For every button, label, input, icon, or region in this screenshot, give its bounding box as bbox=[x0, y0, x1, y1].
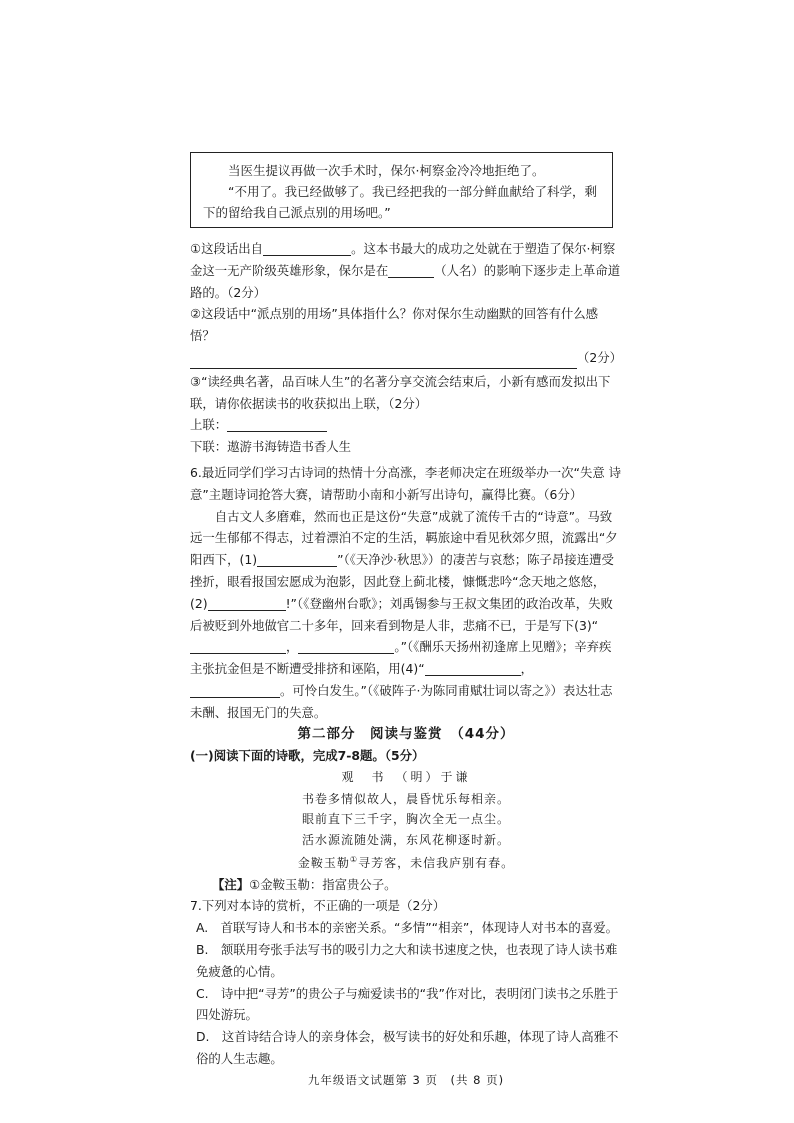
xia-lian: 下联：遨游书海铸造书香人生 bbox=[190, 439, 352, 455]
answer-blank-4b[interactable] bbox=[190, 683, 280, 698]
part2-subtitle: (一)阅读下面的诗歌，完成7-8题。（5分） bbox=[190, 748, 425, 764]
quote-line-2: “不用了。我已经做够了。我已经把我的一部分鲜血献给了科学，剩下的留给我自己派点别的用场吧。” bbox=[203, 184, 597, 220]
answer-blank-4a[interactable] bbox=[425, 661, 521, 676]
page-footer: 九年级语文试题第 3 页 (共 8 页) bbox=[307, 1072, 505, 1087]
note-marker: ① bbox=[349, 855, 359, 865]
poem-line: 书卷多情似故人，晨昏忧乐每相亲。 bbox=[301, 791, 510, 806]
answer-blank-shanglian[interactable] bbox=[227, 417, 327, 432]
answer-blank-person[interactable] bbox=[388, 263, 434, 278]
poem-title: 观 书 （明）于谦 bbox=[341, 770, 471, 785]
q5-part1: ①这段话出自 。这本书最大的成功之处就在于塑造了保尔·柯察金这一无产阶级英雄形象，保尔是在 （人名）的影响下逐步走上革命道路的。（2分） bbox=[190, 241, 621, 300]
poem-line: 金鞍玉勒①寻芳客，未信我庐别有春。 bbox=[297, 855, 515, 871]
answer-blank-book[interactable] bbox=[263, 241, 351, 256]
q7-option-a: A. 首联写诗人和书本的亲密关系。“多情”“相亲”，体现诗人对书本的喜爱。 bbox=[196, 920, 618, 936]
answer-line-2[interactable] bbox=[190, 354, 577, 369]
poem-note: 【注】①金鞍玉勒：指富贵公子。 bbox=[212, 876, 397, 892]
answer-blank-3a[interactable] bbox=[190, 639, 286, 654]
answer-blank-3b[interactable] bbox=[298, 639, 394, 654]
q5-part3: ③“读经典名著，品百味人生”的名著分享交流会结束后，小新有感而发拟出下联，请你依据读书的收获拟出上联，（2分） bbox=[190, 373, 611, 411]
q7-option-c: C. 诗中把“寻芳”的贵公子与痴爱读书的“我”作对比，表明闭门读书之乐胜于四处游玩。 bbox=[196, 985, 619, 1023]
q7-option-b: B. 颔联用夸张手法写书的吸引力之大和读书速度之快，也表现了诗人读书难免疲惫的心情。 bbox=[196, 942, 618, 979]
question-content bbox=[190, 238, 622, 1092]
poem bbox=[190, 767, 622, 874]
answer-blank-2[interactable] bbox=[208, 596, 286, 611]
quote-line-1: 当医生提议再做一次手术时，保尔·柯察金冷冷地拒绝了。 bbox=[228, 163, 545, 178]
q7-option-d: D. 这首诗结合诗人的亲身体会，极写读书的好处和乐趣，体现了诗人高雅不俗的人生志趣。 bbox=[196, 1029, 619, 1066]
poem-line: 眼前直下三千字，胸次全无一点尘。 bbox=[301, 812, 510, 827]
q6-intro: 6.最近同学们学习古诗词的热情十分高涨，李老师决定在班级举办一次“失意 诗意”主题诗词抢答大赛，请帮助小南和小新写出诗句，赢得比赛。（6分） bbox=[190, 464, 622, 502]
part2-title: 第二部分 阅读与鉴赏 （44分） bbox=[297, 725, 515, 742]
q5-part2-answer-line: （2分） bbox=[190, 347, 622, 369]
q5-part2: ②这段话中“派点别的用场”具体指什么？你对保尔生动幽默的回答有什么感悟？ bbox=[190, 306, 599, 344]
shang-lian: 上联： bbox=[190, 414, 622, 436]
poem-line: 活水源流随处满，东风花柳逐时新。 bbox=[301, 832, 510, 847]
quote-box bbox=[190, 152, 613, 228]
q7-stem: 7.下列对本诗的赏析，不正确的一项是（2分） bbox=[190, 898, 446, 914]
answer-blank-1[interactable] bbox=[257, 552, 337, 567]
q6-passage: 自古文人多磨难，然而也正是这份“失意”成就了流传千古的“诗意”。马致远一生郁郁不得志，过着漂泊不定的生活，羁旅途中看见秋郊夕照，流露出“夕阳西下，(1) ”（《天净沙·秋思》）的凄苦与哀愁；陈子昂接连遭受挫折，眼看报国宏愿成为泡影，因此登上蓟北楼，慷慨悲吟“念天地之悠悠，(2) !”（《登幽州台歌》；刘禹锡参与王叔文集团的政治改革，失败后被贬到外地做官二十多年，回来看到物是人非，悲痛不已，于是写下(3)“， 。”（《酬乐天扬州初逢席上见赠》；辛弃疾主张抗金但是不断遭受排挤和诬陷，用(4)“ ，。可怜白发生。”（《破阵子·为陈同甫赋壮词以寄之》）表达壮志未酬、报国无门的失意。 bbox=[190, 508, 618, 720]
